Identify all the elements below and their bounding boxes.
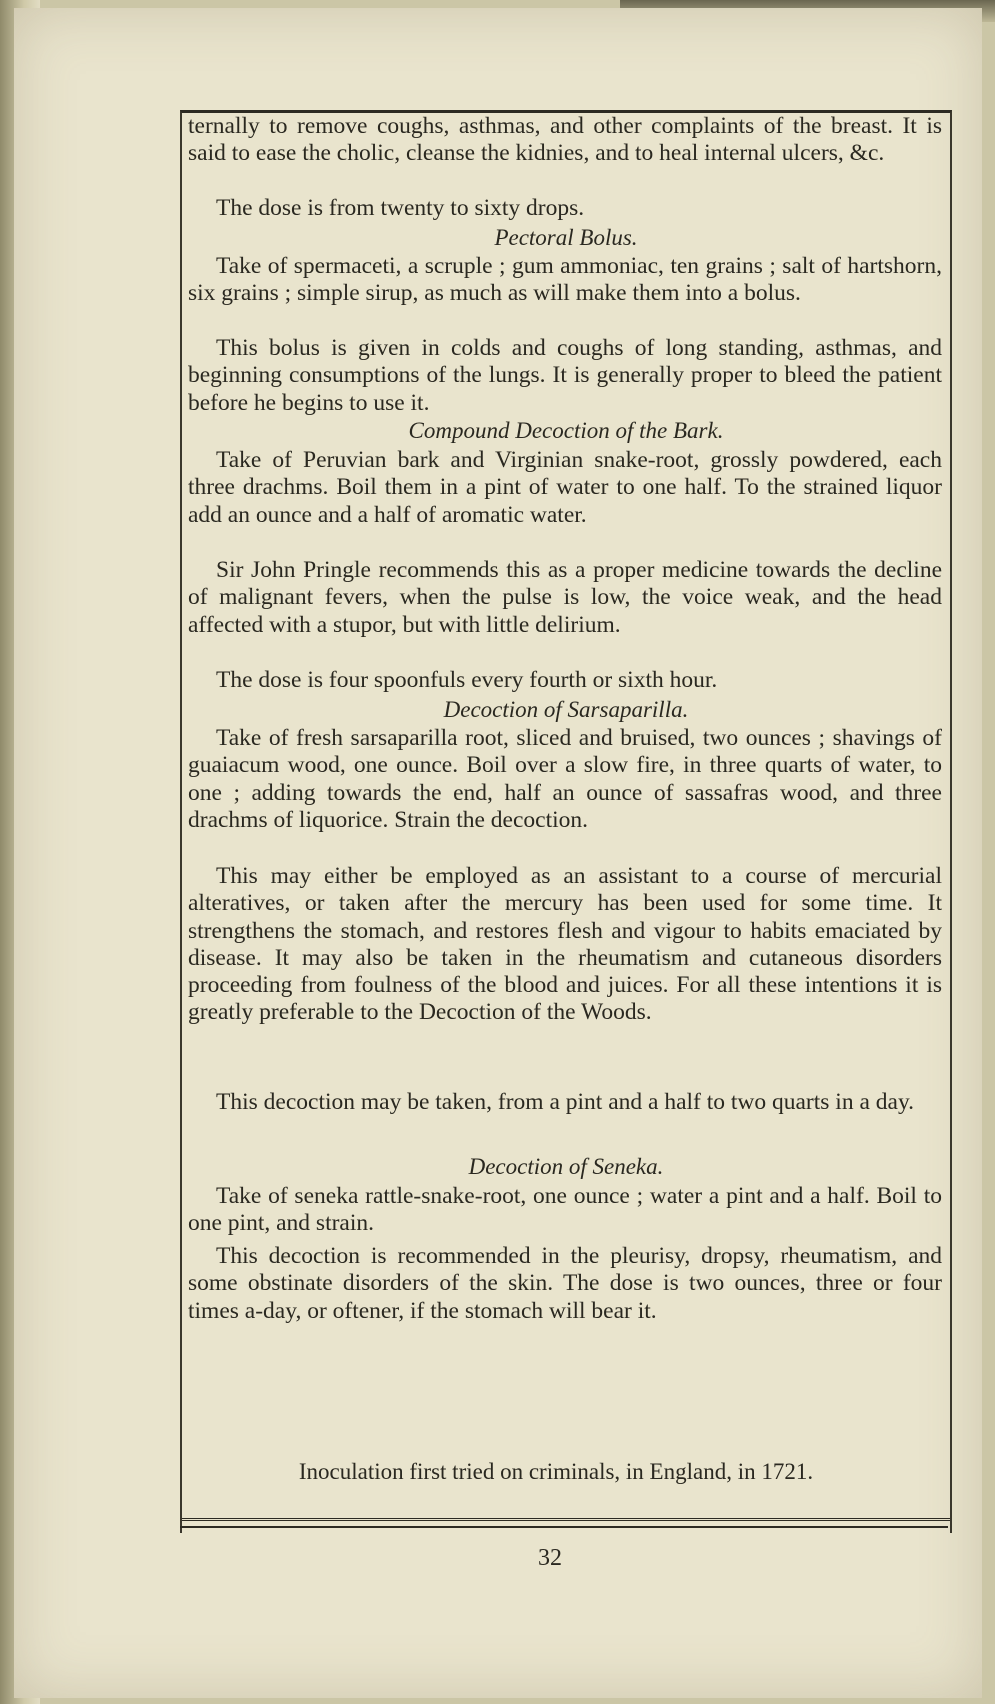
page-number: 32 (538, 1545, 562, 1571)
paragraph-4: This bolus is given in colds and coughs of long standing, asthmas, and beginning consumptions of the lungs. It is generally proper to bleed the patient before he begins to use it. (188, 335, 942, 416)
bottom-rule (180, 1526, 948, 1528)
paragraph-12: This decoction is recommended in the pleurisy, dropsy, rheumatism, and some obstinate disorders of the skin. The dose is two ounces, three or four times a-day, or oftener, if the stomach will bear it. (188, 1243, 942, 1324)
footer-note: Inoculation first tried on criminals, in England, in 1721. (298, 1459, 814, 1484)
paragraph-10: This decoction may be taken, from a pint and a half to two quarts in a day. (216, 1089, 915, 1115)
heading-sarsaparilla: Decoction of Sarsaparilla. (443, 697, 689, 722)
paragraph-11: Take of seneka rattle-snake-root, one ounce ; water a pint and a half. Boil to one pint, and strain. (188, 1183, 942, 1237)
paragraph-5: Take of Peruvian bark and Virginian snake-root, grossly powdered, each three drachms. Boil them in a pint of water to one half. To the strained liquor add an ounce and a half of aromatic water. (188, 447, 942, 528)
paragraph-7: The dose is four spoonfuls every fourth or sixth hour. (216, 667, 718, 693)
paragraph-6: Sir John Pringle recommends this as a proper medicine towards the decline of malignant fevers, when the pulse is low, the voice weak, and the head affected with a stupor, but with little delirium. (188, 557, 942, 638)
heading-compound-decoction: Compound Decoction of the Bark. (408, 418, 724, 443)
paragraph-9: This may either be employed as an assistant to a course of mercurial alteratives, or taken after the mercury has been used for some time. It strengthens the stomach, and restores flesh and vigour to habits emaciated by disease. It may also be taken in the rheumatism and cutaneous disorders proceeding from foulness of the blood and juices. For all these intentions it is greatly preferable to the Decoction of the Woods. (188, 863, 942, 1026)
text-frame (180, 110, 952, 1533)
heading-pectoral-bolus: Pectoral Bolus. (494, 225, 638, 250)
section-rule (182, 1518, 950, 1521)
paragraph-2: The dose is from twenty to sixty drops. (216, 195, 585, 221)
paragraph-1: ternally to remove coughs, asthmas, and other complaints of the breast. It is said to ease the cholic, cleanse the kidnies, and to heal internal ulcers, &c. (188, 113, 942, 167)
paragraph-3: Take of spermaceti, a scruple ; gum ammoniac, ten grains ; salt of hartshorn, six grains ; simple sirup, as much as will make them into a bolus. (188, 253, 942, 307)
paragraph-8: Take of fresh sarsaparilla root, sliced and bruised, two ounces ; shavings of guaiacum wood, one ounce. Boil over a slow fire, in three quarts of water, to one ; adding towards the end, half an ounce of sassafras wood, and three drachms of liquorice. Strain the decoction. (188, 725, 942, 833)
heading-seneka: Decoction of Seneka. (468, 1154, 664, 1179)
